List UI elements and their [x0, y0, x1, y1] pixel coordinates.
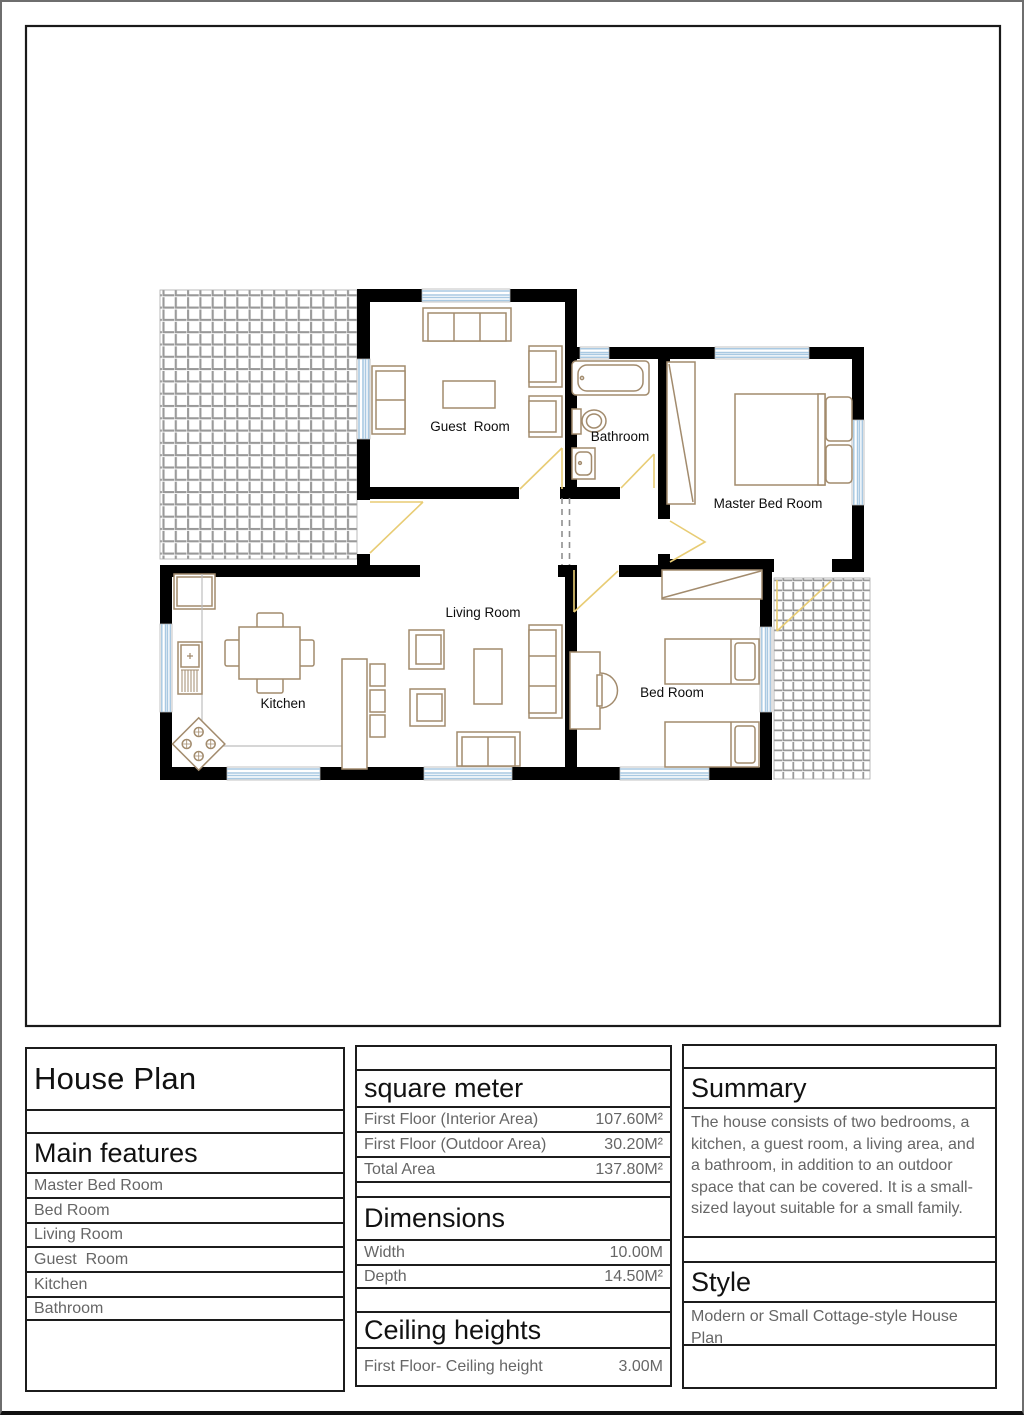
feature-master-bed-room: Master Bed Room: [34, 1176, 163, 1194]
ceiling-height-row: [357, 1347, 670, 1385]
kitchen-sink: [178, 642, 202, 694]
window-master-right: [852, 420, 864, 505]
ceiling-height-label: First Floor- Ceiling height: [364, 1358, 543, 1375]
spacer-row: [684, 1236, 995, 1261]
kitchen-label: Kitchen: [260, 696, 306, 711]
feature-bathroom: Bathroom: [34, 1299, 104, 1317]
feature-row: [27, 1197, 343, 1222]
summary-table: [682, 1044, 997, 1389]
area-row: [357, 1131, 670, 1156]
window-guest-left: [357, 359, 370, 439]
window-living-bottom: [424, 767, 512, 780]
bathtub: [572, 361, 649, 395]
area-value: 137.80M²: [595, 1160, 663, 1178]
area-row: [357, 1106, 670, 1131]
window-guest-top: [422, 289, 510, 302]
summary-header-row: [684, 1067, 995, 1107]
living-coffee-table: [474, 649, 502, 704]
square-meter-header: square meter: [364, 1073, 524, 1103]
guest-room-coffee-table: [443, 381, 495, 408]
feature-row: [27, 1271, 343, 1296]
floor-plan-drawing: [2, 2, 1024, 1034]
main-features-header-row: [27, 1132, 343, 1172]
master-bed: [735, 394, 852, 485]
window-bedroom-bottom: [620, 767, 709, 780]
guest-room-sofa: [423, 308, 511, 341]
dimension-label: Depth: [364, 1267, 407, 1285]
feature-bed-room: Bed Room: [34, 1201, 110, 1219]
area-label: First Floor (Interior Area): [364, 1110, 539, 1128]
spacer-row: [357, 1047, 670, 1069]
dimension-row: [357, 1239, 670, 1264]
summary-header: Summary: [691, 1072, 807, 1103]
bedroom-bed-1: [665, 639, 759, 684]
bathroom-label: Bathroom: [590, 429, 650, 444]
summary-text: The house consists of two bedrooms, a kitchen, a guest room, a living area, and a bathroom, in addition to an outdoor space that can be covered. It is a small-sized layout suitable for a small family.: [691, 1114, 975, 1217]
guest-room-label: Guest Room: [430, 419, 510, 434]
area-row: [357, 1156, 670, 1181]
feature-living-room: Living Room: [34, 1226, 123, 1243]
feature-guest-room: Guest Room: [34, 1250, 129, 1268]
style-header-row: [684, 1261, 995, 1301]
bathroom-sink: [572, 448, 595, 479]
spacer-row: [357, 1181, 670, 1196]
style-header: Style: [691, 1266, 752, 1297]
summary-text-row: [684, 1107, 995, 1236]
feature-kitchen: Kitchen: [34, 1275, 88, 1293]
bed-room-label: Bed Room: [640, 685, 704, 700]
dimension-row: [357, 1264, 670, 1287]
spacer-row: [684, 1046, 995, 1067]
areas-table: [355, 1045, 672, 1387]
ceiling-height-value: 3.00M: [618, 1358, 663, 1375]
bedroom-wardrobe: [662, 570, 762, 599]
feature-row: [27, 1172, 343, 1197]
master-bed-room-label: Master Bed Room: [713, 496, 823, 511]
fridge: [174, 574, 215, 609]
window-kitchen-left: [160, 624, 172, 712]
living-room-label: Living Room: [445, 605, 521, 620]
guest-room-chair-1: [529, 346, 562, 387]
dimension-value: 10.00M: [609, 1243, 663, 1261]
dimension-value: 14.50M²: [604, 1267, 663, 1285]
feature-row: [27, 1246, 343, 1271]
window-master-top: [715, 347, 809, 359]
main-features-header: Main features: [34, 1137, 198, 1168]
terrace-bottom-right: [774, 578, 870, 779]
spacer-row: [357, 1287, 670, 1311]
house-plan-title-row: [27, 1049, 343, 1109]
area-value: 30.20M²: [604, 1135, 663, 1153]
dimensions-header-row: [357, 1196, 670, 1239]
spacer-row: [684, 1344, 995, 1387]
area-label: First Floor (Outdoor Area): [364, 1135, 547, 1153]
window-kitchen-bottom: [227, 767, 320, 780]
living-sofa: [529, 625, 562, 718]
bedroom-bed-2: [665, 722, 759, 767]
feature-row: [27, 1296, 343, 1319]
spacer-row: [27, 1109, 343, 1132]
square-meter-header-row: [357, 1069, 670, 1106]
style-text-row: [684, 1301, 995, 1347]
dimensions-header: Dimensions: [364, 1203, 506, 1233]
style-text: Modern or Small Cottage-style House Plan: [691, 1308, 958, 1347]
guest-room-loveseat: [372, 366, 405, 434]
spacer-row: [27, 1319, 343, 1390]
house-plan-table: [25, 1047, 345, 1392]
living-armchair-1: [409, 630, 444, 669]
ceiling-heights-header: Ceiling heights: [364, 1314, 542, 1345]
dimension-label: Width: [364, 1243, 405, 1261]
area-label: Total Area: [364, 1160, 436, 1178]
feature-row: [27, 1222, 343, 1246]
house-plan-title: House Plan: [34, 1061, 197, 1096]
living-loveseat: [457, 732, 520, 766]
guest-room-chair-2: [529, 396, 562, 437]
terrace-top-left: [160, 290, 357, 559]
living-armchair-2: [410, 689, 445, 726]
area-value: 107.60M²: [595, 1110, 663, 1128]
ceiling-heights-header-row: [357, 1311, 670, 1347]
window-bathroom-top: [580, 347, 609, 359]
master-wardrobe: [667, 362, 695, 504]
window-bedroom-right: [760, 627, 772, 712]
